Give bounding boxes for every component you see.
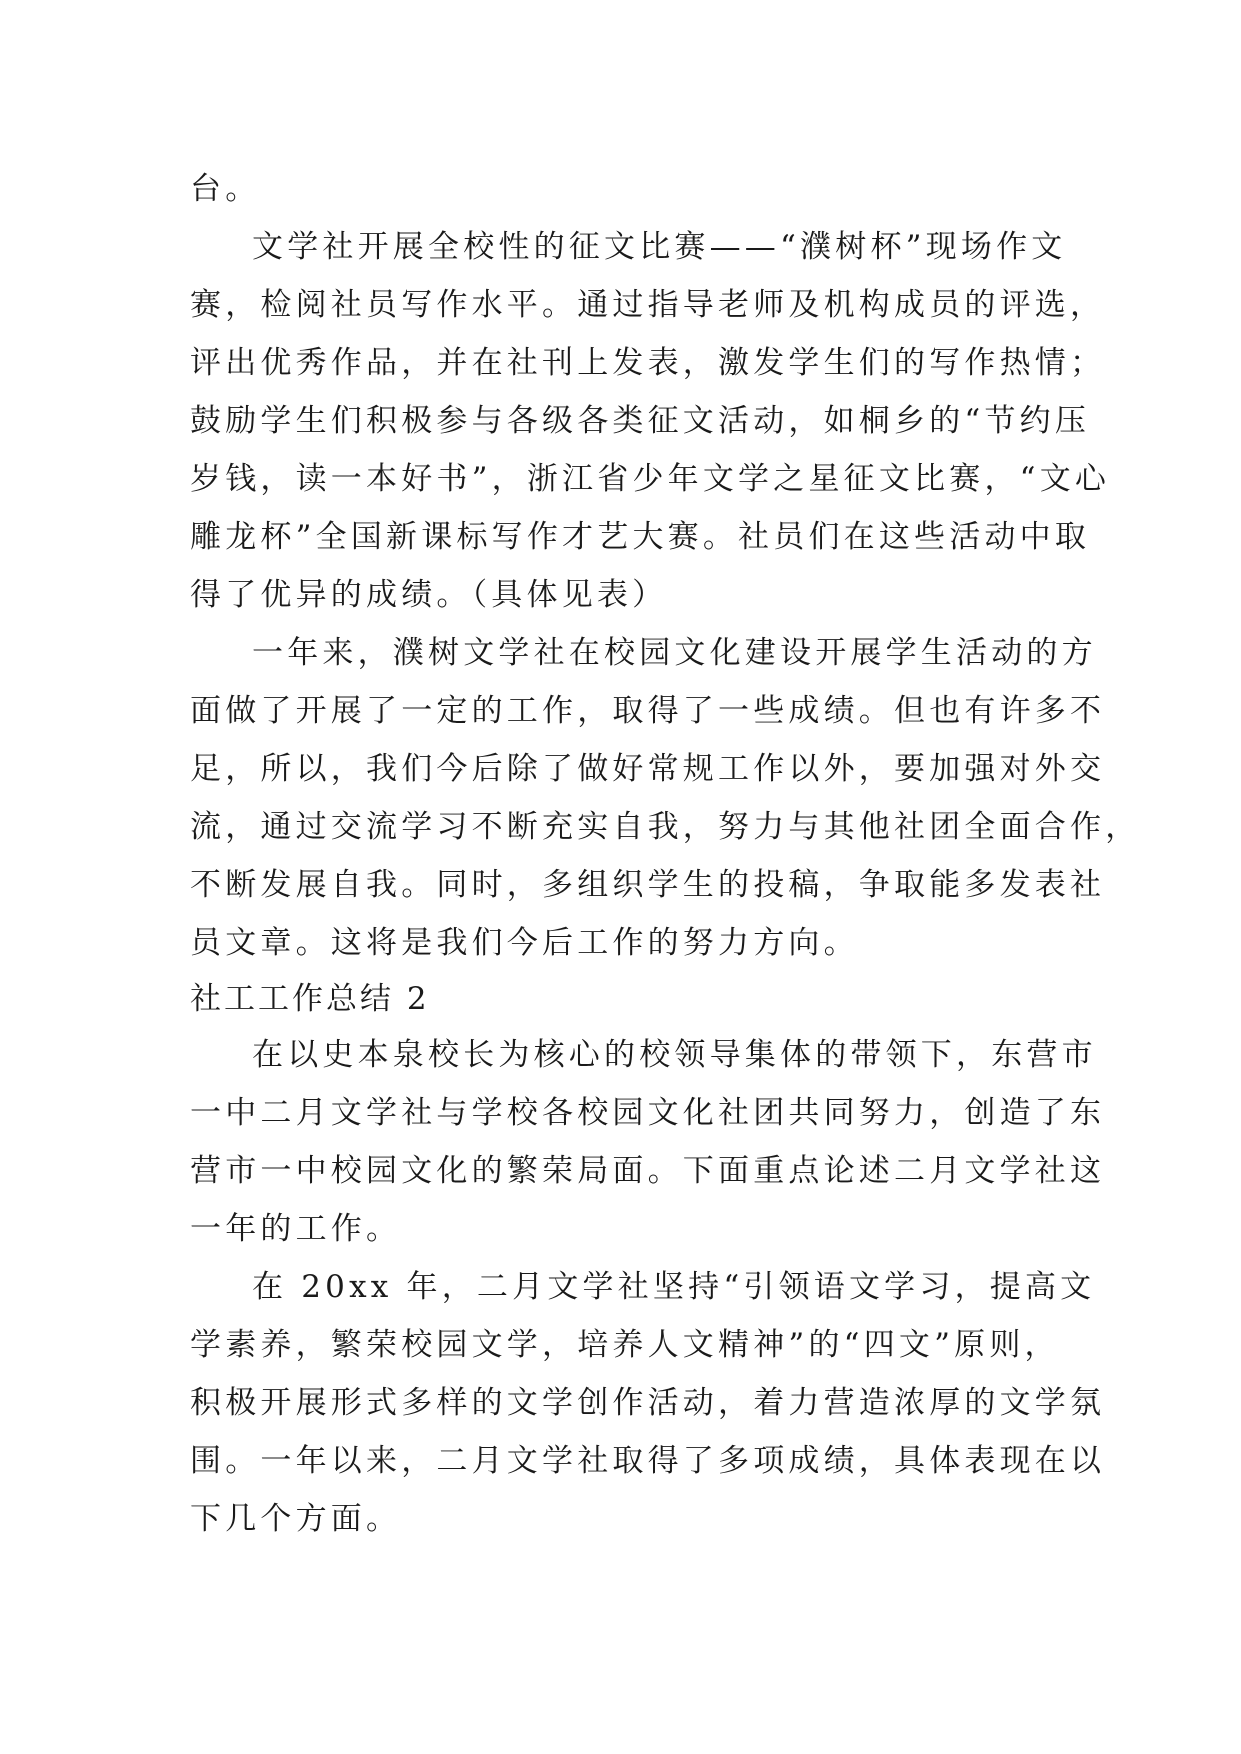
text-line: 鼓励学生们积极参与各级各类征文活动，如桐乡的“节约压 <box>190 403 1091 439</box>
text-line: 足，所以，我们今后除了做好常规工作以外，要加强对外交 <box>190 751 1106 787</box>
paragraph-first-line: 在 20xx 年，二月文学社坚持“引领语文学习，提高文 <box>252 1269 1096 1305</box>
text-line: 下几个方面。 <box>190 1501 402 1537</box>
text-line: 雕龙杯”全国新课标写作才艺大赛。社员们在这些活动中取 <box>190 519 1091 555</box>
text-line: 一中二月文学社与学校各校园文化社团共同努力，创造了东 <box>190 1095 1106 1131</box>
text-line: 员文章。这将是我们今后工作的努力方向。 <box>190 925 859 961</box>
text-line: 评出优秀作品，并在社刊上发表，激发学生们的写作热情； <box>190 345 1106 381</box>
text-line: 面做了开展了一定的工作，取得了一些成绩。但也有许多不 <box>190 693 1106 729</box>
text-line: 一年的工作。 <box>190 1211 402 1247</box>
text-line: 围。一年以来，二月文学社取得了多项成绩，具体表现在以 <box>190 1443 1106 1479</box>
text-line: 学素养，繁荣校园文学，培养人文精神”的“四文”原则， <box>190 1327 1060 1363</box>
text-line: 岁钱，读一本好书”，浙江省少年文学之星征文比赛，“文心 <box>190 461 1111 497</box>
paragraph-first-line: 一年来，濮树文学社在校园文化建设开展学生活动的方 <box>252 635 1097 671</box>
text-line: 不断发展自我。同时，多组织学生的投稿，争取能多发表社 <box>190 867 1106 903</box>
text-line: 台。 <box>190 171 261 207</box>
section-heading: 社工工作总结 2 <box>190 981 430 1017</box>
paragraph-first-line: 文学社开展全校性的征文比赛——“濮树杯”现场作文 <box>252 229 1067 265</box>
text-line: 赛，检阅社员写作水平。通过指导老师及机构成员的评选， <box>190 287 1106 323</box>
text-line: 流，通过交流学习不断充实自我，努力与其他社团全面合作， <box>190 809 1141 845</box>
text-line: 得了优异的成绩。（具体见表） <box>190 577 668 613</box>
text-line: 积极开展形式多样的文学创作活动，着力营造浓厚的文学氛 <box>190 1385 1106 1421</box>
text-line: 营市一中校园文化的繁荣局面。下面重点论述二月文学社这 <box>190 1153 1106 1189</box>
paragraph-first-line: 在以史本泉校长为核心的校领导集体的带领下，东营市 <box>252 1037 1097 1073</box>
